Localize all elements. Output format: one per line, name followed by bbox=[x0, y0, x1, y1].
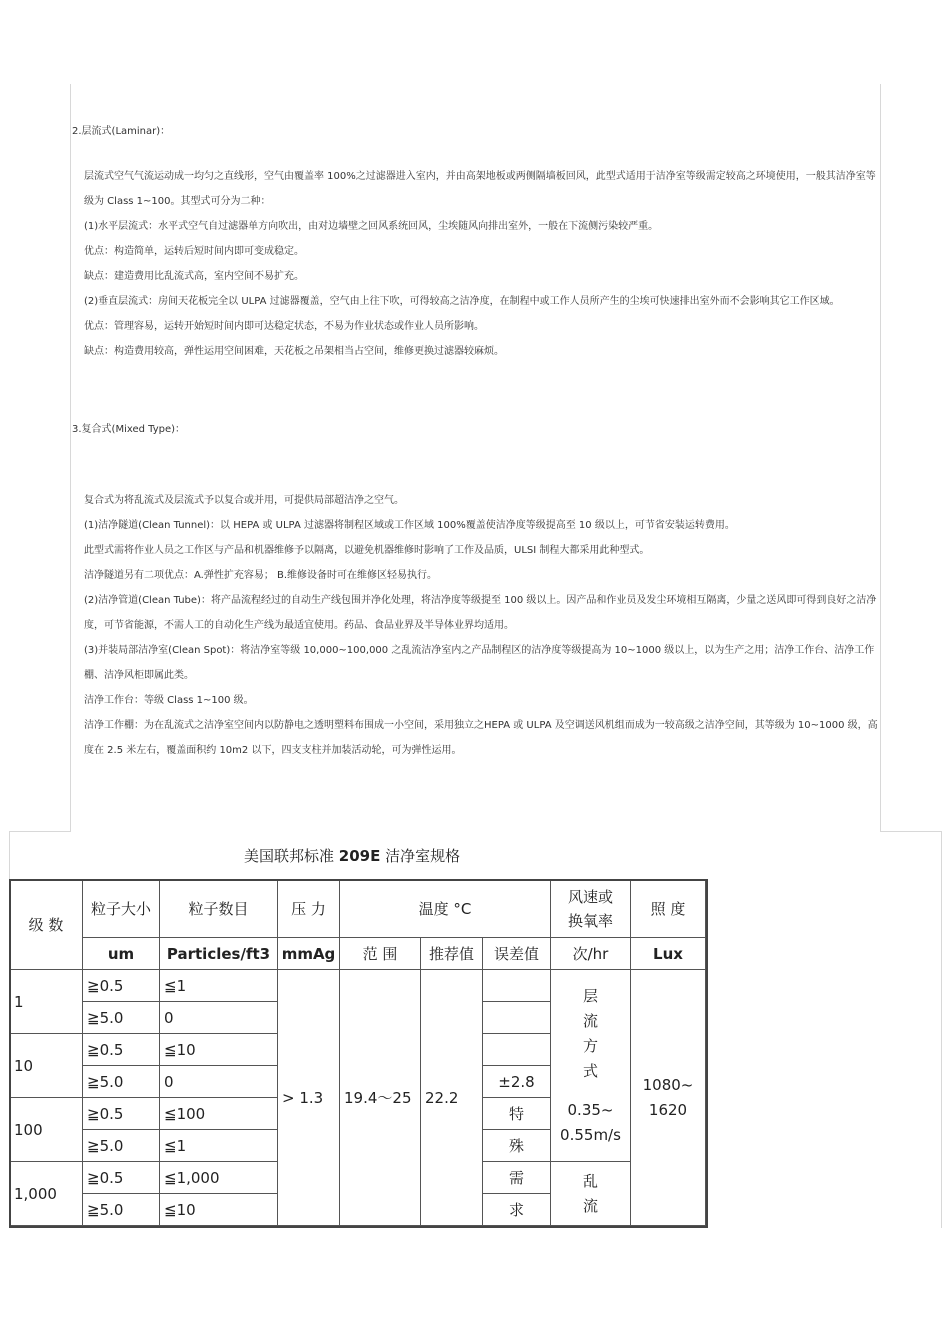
laminar-paragraph: (2)垂直层流式：房间天花板完全以 ULPA 过滤器覆盖，空气由上往下吹，可得较高之洁净度，在制程中或工作人员所产生的尘埃可快速排出室外而不会影响其它工作区域。 bbox=[84, 296, 840, 307]
right-bottom-line bbox=[880, 831, 942, 832]
right-lower-line bbox=[941, 831, 942, 1228]
mixed-heading: 3.复合式(Mixed Type)： bbox=[72, 424, 186, 435]
temperature-recommended: 22.2 bbox=[421, 970, 483, 1226]
mixed-paragraph: 洁净隧道另有二项优点：A.弹性扩充容易； B.维修设备时可在维修区轻易执行。 bbox=[84, 570, 438, 581]
size-cell: ≧0.5 bbox=[83, 1034, 160, 1066]
laminar-paragraph: (1)水平层流式：水平式空气自过滤器单方向吹出，由对边墙壁之回风系统回风，尘埃随风向排出室外，一般在下流侧污染较严重。 bbox=[84, 221, 659, 232]
table-title bbox=[244, 845, 460, 866]
tolerance-cell bbox=[483, 1002, 551, 1034]
mixed-paragraph: 洁净工作台：等级 Class 1~100 级。 bbox=[84, 695, 254, 706]
tolerance-cell bbox=[483, 1034, 551, 1066]
laminar-heading: 2.层流式(Laminar)： bbox=[72, 126, 171, 137]
tolerance-cell bbox=[483, 970, 551, 1002]
cleanroom-spec-table bbox=[9, 879, 706, 1226]
header-pressure: 压 力 bbox=[278, 880, 340, 938]
size-cell: ≧5.0 bbox=[83, 1002, 160, 1034]
subheader-count-unit: Particles/ft3 bbox=[160, 938, 278, 970]
mixed-paragraph: 复合式为将乱流式及层流式予以复合或并用，可提供局部超洁净之空气。 bbox=[84, 495, 404, 506]
size-cell: ≧0.5 bbox=[83, 1162, 160, 1194]
table-title-suffix: 洁净室规格 bbox=[380, 847, 461, 865]
header-temperature: 温度 °C bbox=[340, 880, 551, 938]
subheader-recommended: 推荐值 bbox=[421, 938, 483, 970]
mixed-paragraph: 此型式需将作业人员之工作区与产品和机器维修予以隔离，以避免机器维修时影响了工作及品质，ULSI 制程大都采用此种型式。 bbox=[84, 545, 650, 556]
header-particle-size: 粒子大小 bbox=[83, 880, 160, 938]
count-cell: 0 bbox=[160, 1002, 278, 1034]
left-frame-line bbox=[70, 84, 71, 832]
header-grade: 级 数 bbox=[10, 880, 83, 970]
subheader-size-unit: um bbox=[83, 938, 160, 970]
subheader-tolerance: 误差值 bbox=[483, 938, 551, 970]
airflow-laminar-cell bbox=[551, 970, 631, 1162]
table-row bbox=[10, 970, 706, 1002]
laminar-paragraph: 层流式空气气流运动成一均匀之直线形，空气由覆盖率 100%之过滤器进入室内，并由高架地板或两侧隔墙板回风，此型式适用于洁净室等级需定较高之环境使用，一般其洁净室等级为 Class 1~100。其型式可分为二种： bbox=[84, 171, 876, 207]
temperature-range: 19.4～25 bbox=[340, 970, 421, 1226]
mixed-paragraph: 洁净工作棚：为在乱流式之洁净室空间内以防静电之透明塑料布围成一小空间，采用独立之HEPA 或 ULPA 及空调送风机组而成为一较高级之洁净空间，其等级为 10~1000 级，高度在 2.5 米左右，覆盖面积约 10m2 以下，四支支柱并加装活动轮，可为弹性运用。 bbox=[84, 720, 878, 756]
tolerance-cell: 需 bbox=[483, 1162, 551, 1194]
count-cell: ≦10 bbox=[160, 1194, 278, 1226]
mixed-paragraph: (2)洁净管道(Clean Tube)：将产品流程经过的自动生产线包围并净化处理，将洁净度等级提至 100 级以上。因产品和作业员及发尘环境相互隔离，少量之送风即可得到良好之洁净度，可节省能源，不需人工的自动化生产线为最适宜使用。药品、食品业界及半导体业界均适用。 bbox=[84, 595, 877, 631]
left-lower-line bbox=[9, 831, 10, 881]
grade-cell: 10 bbox=[10, 1034, 83, 1098]
count-cell: ≦1 bbox=[160, 1130, 278, 1162]
grade-cell: 1,000 bbox=[10, 1162, 83, 1226]
lux-value: 1080~ 1620 bbox=[631, 970, 706, 1226]
airflow-laminar-label: 层 流 方 式 bbox=[582, 986, 598, 1080]
tolerance-cell: 求 bbox=[483, 1194, 551, 1226]
tolerance-cell: 殊 bbox=[483, 1130, 551, 1162]
count-cell: ≦1 bbox=[160, 970, 278, 1002]
subheader-pressure-unit: mmAg bbox=[278, 938, 340, 970]
size-cell: ≧5.0 bbox=[83, 1194, 160, 1226]
tolerance-cell: 特 bbox=[483, 1098, 551, 1130]
header-illumination: 照 度 bbox=[631, 880, 706, 938]
table-title-standard: 209E bbox=[338, 847, 381, 865]
mixed-paragraph: (3)并装局部洁净室(Clean Spot)：将洁净室等级 10,000~100,000 之乱流洁净室内之产品制程区的洁净度等级提高为 10~1000 级以上，以为生产之用；洁净工作台、洁净工作棚、洁净风柜即属此类。 bbox=[84, 645, 875, 681]
right-frame-line bbox=[880, 84, 881, 832]
count-cell: ≦1,000 bbox=[160, 1162, 278, 1194]
subheader-airflow-unit: 次/hr bbox=[551, 938, 631, 970]
count-cell: ≦10 bbox=[160, 1034, 278, 1066]
airflow-turbulent-cell: 乱 流 bbox=[551, 1162, 631, 1226]
laminar-paragraph: 优点：管理容易，运转开始短时间内即可达稳定状态，不易为作业状态或作业人员所影响。 bbox=[84, 321, 484, 332]
left-bottom-line bbox=[9, 831, 71, 832]
laminar-section bbox=[72, 164, 880, 364]
laminar-paragraph: 优点：构造简单，运转后短时间内即可变成稳定。 bbox=[84, 246, 304, 257]
header-airflow: 风速或 换氧率 bbox=[551, 880, 631, 938]
subheader-lux: Lux bbox=[631, 938, 706, 970]
tolerance-cell: ±2.8 bbox=[483, 1066, 551, 1098]
laminar-paragraph: 缺点：建造费用比乱流式高，室内空间不易扩充。 bbox=[84, 271, 304, 282]
pressure-value: > 1.3 bbox=[278, 970, 340, 1226]
airflow-speed-label: 0.35~ 0.55m/s bbox=[560, 1100, 621, 1144]
count-cell: 0 bbox=[160, 1066, 278, 1098]
size-cell: ≧5.0 bbox=[83, 1130, 160, 1162]
header-particle-count: 粒子数目 bbox=[160, 880, 278, 938]
laminar-paragraph: 缺点：构造费用较高，弹性运用空间困难，天花板之吊架相当占空间，维修更换过滤器较麻烦。 bbox=[84, 346, 504, 357]
grade-cell: 1 bbox=[10, 970, 83, 1034]
grade-cell: 100 bbox=[10, 1098, 83, 1162]
count-cell: ≦100 bbox=[160, 1098, 278, 1130]
table-title-prefix: 美国联邦标准 bbox=[244, 847, 339, 865]
mixed-paragraph: (1)洁净隧道(Clean Tunnel)：以 HEPA 或 ULPA 过滤器将制程区域或工作区域 100%覆盖使洁净度等级提高至 10 级以上，可节省安装运转费用。 bbox=[84, 520, 735, 531]
size-cell: ≧0.5 bbox=[83, 970, 160, 1002]
size-cell: ≧0.5 bbox=[83, 1098, 160, 1130]
size-cell: ≧5.0 bbox=[83, 1066, 160, 1098]
mixed-section bbox=[72, 488, 880, 763]
subheader-range: 范 围 bbox=[340, 938, 421, 970]
